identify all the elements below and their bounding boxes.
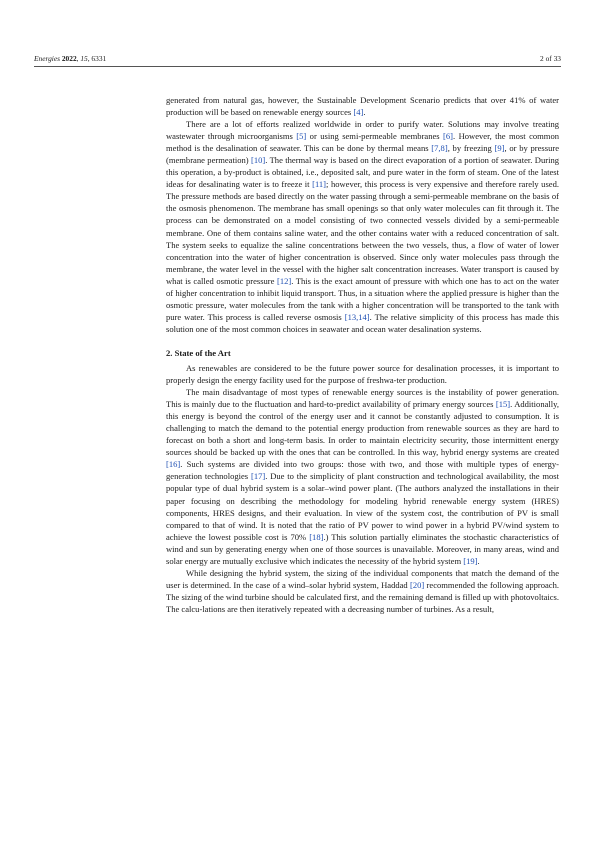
citation-link[interactable]: [18] [309, 531, 324, 542]
text-run: As renewables are considered to be the future power source for desalination processes, it is important to properly design the energy facility used for the purpose of freshwa-ter production. [166, 362, 559, 386]
journal-year: 2022 [61, 54, 77, 63]
text-run: There are a lot of efforts realized worldwide in order to purify water. Solutions may involve treating wastewater through microorganisms [166, 119, 559, 142]
text-run: While designing the hybrid system, the sizing of the individual components that match the demand of the user is determined. In the case of a wind–solar hybrid system, Haddad [166, 567, 559, 590]
article-number: , 6331 [87, 54, 107, 63]
text-run: , by freezing [447, 143, 495, 154]
citation-link[interactable]: [12] [277, 275, 292, 286]
text-run: ; however, this process is very expensive and therefore rarely used. The pressure methods are based directly on the water passing through a semi-permeable membrane on the basis of the osmosis phenomenon. The membrane has small openings so that only water molecules can fit through it. The process can be demonstrated on a model consisting of two connected vessels divided by a semi-permeable membrane. One of them contains saline water, and the other contains water with a reduced concentration of salt. The system seeks to equalize the saline concentrations between the two vessels, thus, a flow of water of lower concentration into the water of higher concentration is observed. Since only water molecules pass through the membrane, the water level in the vessel with the higher salt concentration increases. Water transport is caused by what is called osmotic pressure [166, 179, 559, 286]
journal-name: Energies [34, 54, 60, 63]
header-rule [34, 66, 561, 67]
text-run: . This is the exact amount of pressure with which one has to act on the water of higher concentration to inhibit liquid transport. Thus, in a situation where the applied pressure is higher than the osmotic pressure, water molecules from the tank with a higher concentration will be transported to the tank with pure water. This process is called reverse osmosis [166, 275, 559, 322]
text-run: generated from natural gas, however, the Sustainable Development Scenario predicts that over 41% of water production will be based on renewable energy sources [166, 95, 559, 118]
paragraph [166, 386, 559, 567]
citation-link[interactable]: [16] [166, 459, 181, 470]
citation-link[interactable]: [10] [250, 155, 266, 166]
citation-link[interactable]: [9] [494, 143, 505, 154]
paragraph [166, 94, 559, 118]
journal-volume: 15 [80, 54, 88, 63]
text-run: recommended the following approach. The sizing of the wind turbine should be calculated first, and the remaining demand is filled up with photovoltaics. The calcu-lations are then iteratively repeated with a decreasing number of turbines. As a result, [166, 579, 559, 614]
paragraph [166, 362, 559, 386]
citation-link[interactable]: [13,14] [344, 311, 370, 322]
citation-link[interactable]: [19] [463, 555, 478, 566]
citation-link[interactable]: [17] [250, 471, 266, 482]
citation-link[interactable]: [11] [312, 179, 327, 190]
text-run: . Due to the simplicity of plant construction and technological availability, the most popular type of dual hybrid system is a solar–wind power plant. (The authors analyzed the installations in their paper focusing on describing the methodology for modeling hybrid renewable energy system (HRES) components, HRES designs, and their evaluation. In view of the system cost, the contribution of PV is small compared to that of wind. It is noted that the ratio of PV power to wind power in a hybrid PV/wind system to achieve the lowest possible cost is 70% [166, 471, 559, 542]
citation-link[interactable]: [20] [410, 579, 425, 590]
text-run: .) This solution partially eliminates the stochastic characteristics of wind and sun by generating energy when one of those sources is unavailable. Moreover, in many areas, wind and solar energy are mutually exclusive which indicates the necessity of the hybrid system [166, 531, 559, 566]
text-run: or using semi-permeable membranes [306, 131, 444, 142]
text-run: , or by pressure (membrane permeation) [166, 143, 559, 166]
text-run: . Such systems are divided into two groups: those with two, and those with multiple types of energy-generation technologies [166, 459, 559, 482]
page-number: 2 of 33 [540, 54, 561, 63]
text-run: The main disadvantage of most types of renewable energy sources is the instability of power generation. This is mainly due to the fluctuation and hard-to-predict availability of primary energy sources [166, 387, 559, 410]
citation-link[interactable]: [5] [296, 131, 307, 142]
citation-link[interactable]: [15] [495, 399, 511, 410]
text-run: . [363, 107, 366, 118]
section-heading: 2. State of the Art [166, 347, 231, 358]
text-run: . [477, 555, 480, 566]
article-body [166, 94, 559, 615]
paragraph [166, 567, 559, 615]
text-run: . However, the most common method is the desalination of seawater. This can be done by thermal means [166, 131, 559, 154]
text-run: . Additionally, this energy is beyond the control of the energy user and it cannot be constantly adjusted to consumption. It is challenging to match the demand to the potential energy production from renewable sources as they are hard to forecast on both a short and long-term basis. In order to maintain electricity security, those intermittent energy sources should be backed up with the ones that can be controlled. In this way, hybrid energy systems are created [166, 399, 559, 458]
text-run: . The relative simplicity of this process has made this solution one of the most common choices in seawater and ocean water desalination systems. [166, 311, 559, 334]
journal-citation: Energies 2022, 15, 6331 [34, 54, 107, 63]
text-run: . The thermal way is based on the direct evaporation of a portion of seawater. During this operation, a by-product is obtained, i.e., deposited salt, and pure water in the form of steam. One of the latest ideas for desalinating water is to freeze it [166, 155, 559, 190]
citation-link[interactable]: [4] [353, 107, 364, 118]
citation-link[interactable]: [6] [443, 131, 454, 142]
citation-link[interactable]: [7,8] [431, 143, 448, 154]
page-header [34, 54, 561, 66]
paragraph [166, 118, 559, 335]
